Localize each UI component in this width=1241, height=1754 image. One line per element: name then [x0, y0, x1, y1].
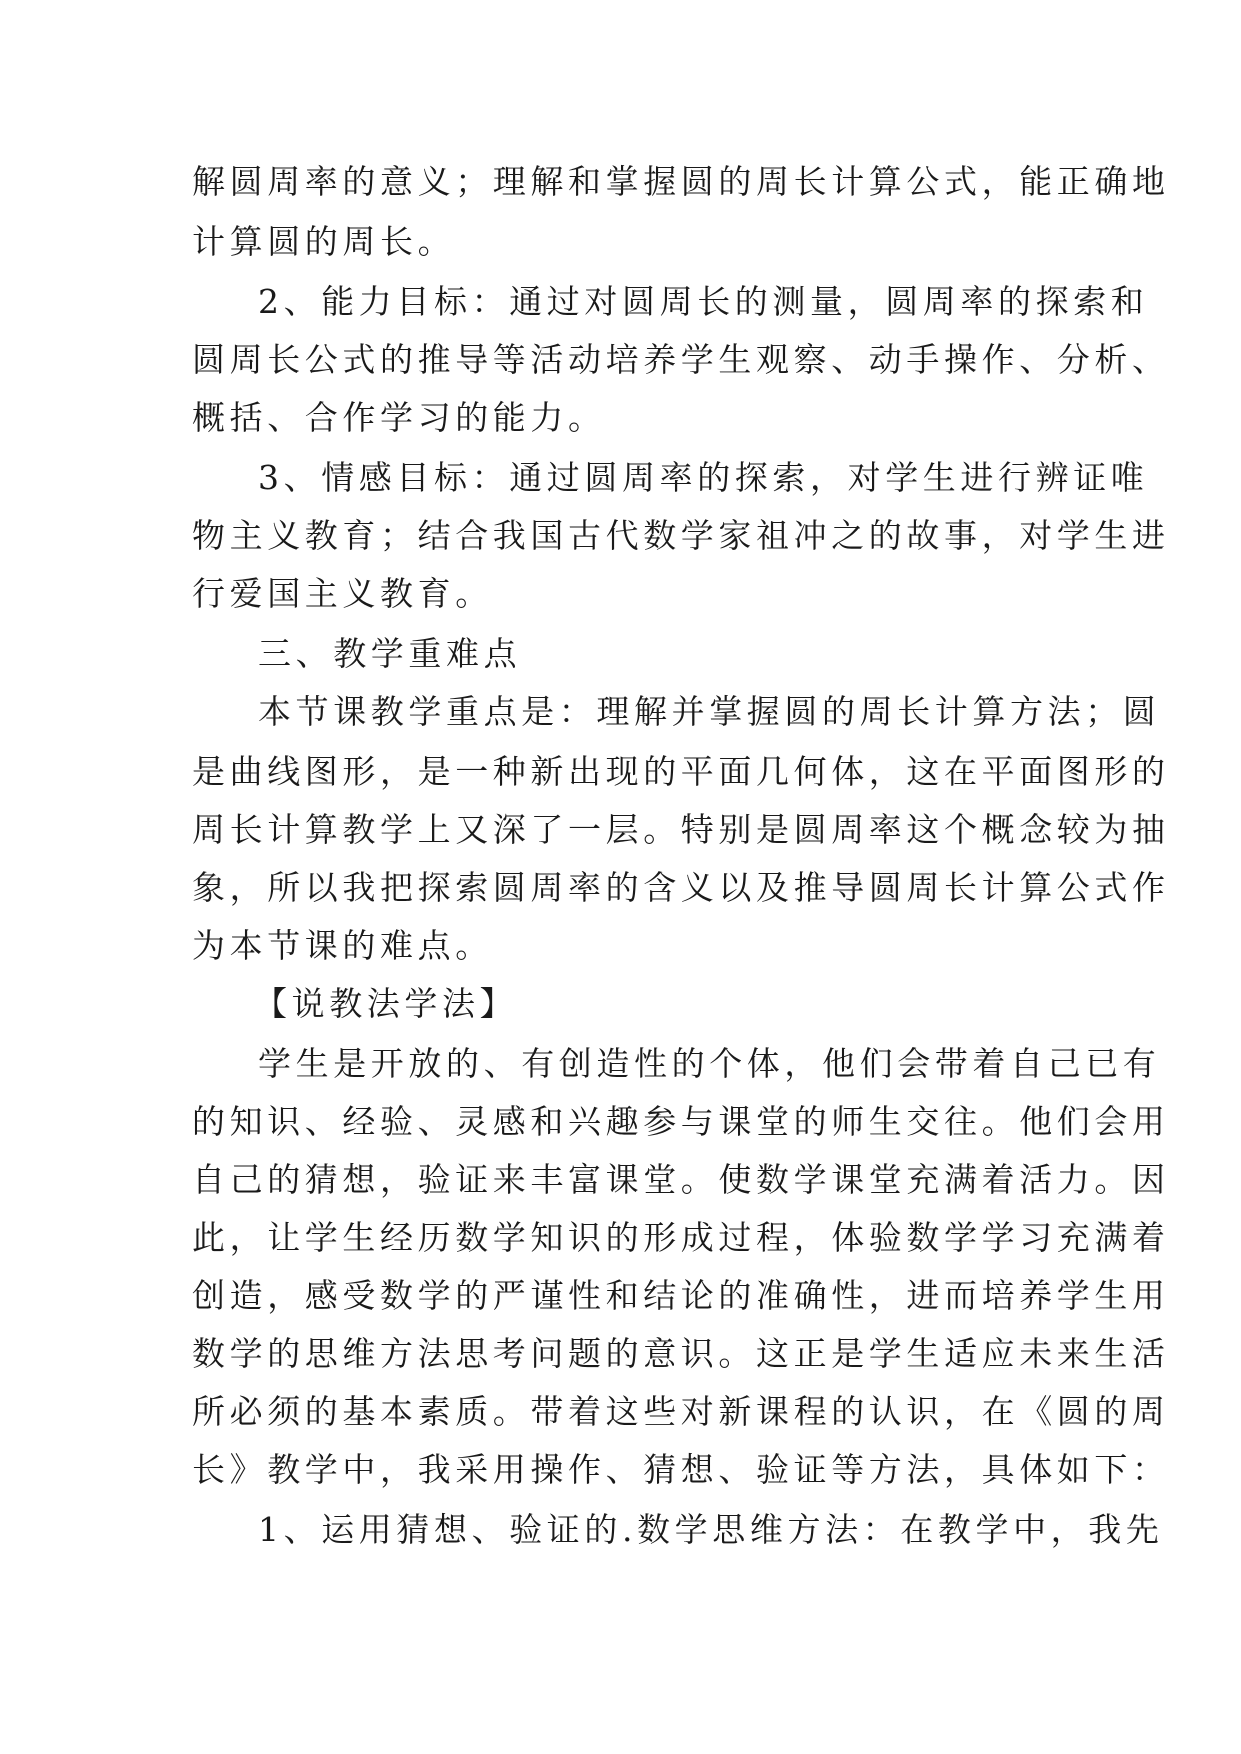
text-line-14: 为本节课的难点。 — [192, 926, 493, 965]
text-line-21: 数学的思维方法思考问题的意识。这正是学生适应未来生活 — [192, 1334, 1170, 1373]
text-line-17: 的知识、经验、灵感和兴趣参与课堂的师生交往。他们会用 — [192, 1102, 1170, 1141]
text-line-1: 解圆周率的意义；理解和掌握圆的周长计算公式，能正确地 — [192, 162, 1170, 201]
text-line-18: 自己的猜想，验证来丰富课堂。使数学课堂充满着活力。因 — [192, 1160, 1170, 1199]
section-heading: 三、教学重难点 — [258, 634, 522, 673]
text-line-2: 计算圆的周长。 — [192, 222, 456, 261]
text-line-24: 1、运用猜想、验证的.数学思维方法：在教学中，我先 — [258, 1510, 1164, 1549]
text-line-16: 学生是开放的、有创造性的个体，他们会带着自己已有 — [258, 1044, 1161, 1083]
text-line-6: 3、情感目标：通过圆周率的探索，对学生进行辨证唯 — [258, 458, 1149, 497]
text-line-22: 所必须的基本素质。带着这些对新课程的认识，在《圆的周 — [192, 1392, 1170, 1431]
text-line-7: 物主义教育；结合我国古代数学家祖冲之的故事，对学生进 — [192, 516, 1170, 555]
text-line-13: 象，所以我把探索圆周率的含义以及推导圆周长计算公式作 — [192, 868, 1170, 907]
text-line-11: 是曲线图形，是一种新出现的平面几何体，这在平面图形的 — [192, 752, 1170, 791]
text-line-19: 此，让学生经历数学知识的形成过程，体验数学学习充满着 — [192, 1218, 1170, 1257]
text-line-20: 创造，感受数学的严谨性和结论的准确性，进而培养学生用 — [192, 1276, 1170, 1315]
text-line-5: 概括、合作学习的能力。 — [192, 398, 606, 437]
text-line-3: 2、能力目标：通过对圆周长的测量，圆周率的探索和 — [258, 282, 1149, 321]
text-line-10: 本节课教学重点是：理解并掌握圆的周长计算方法；圆 — [258, 692, 1161, 731]
text-line-23: 长》教学中，我采用操作、猜想、验证等方法，具体如下： — [192, 1450, 1170, 1489]
text-line-4: 圆周长公式的推导等活动培养学生观察、动手操作、分析、 — [192, 340, 1170, 379]
text-line-12: 周长计算教学上又深了一层。特别是圆周率这个概念较为抽 — [192, 810, 1170, 849]
bracket-heading: 【说教法学法】 — [254, 984, 518, 1023]
text-line-8: 行爱国主义教育。 — [192, 574, 493, 613]
